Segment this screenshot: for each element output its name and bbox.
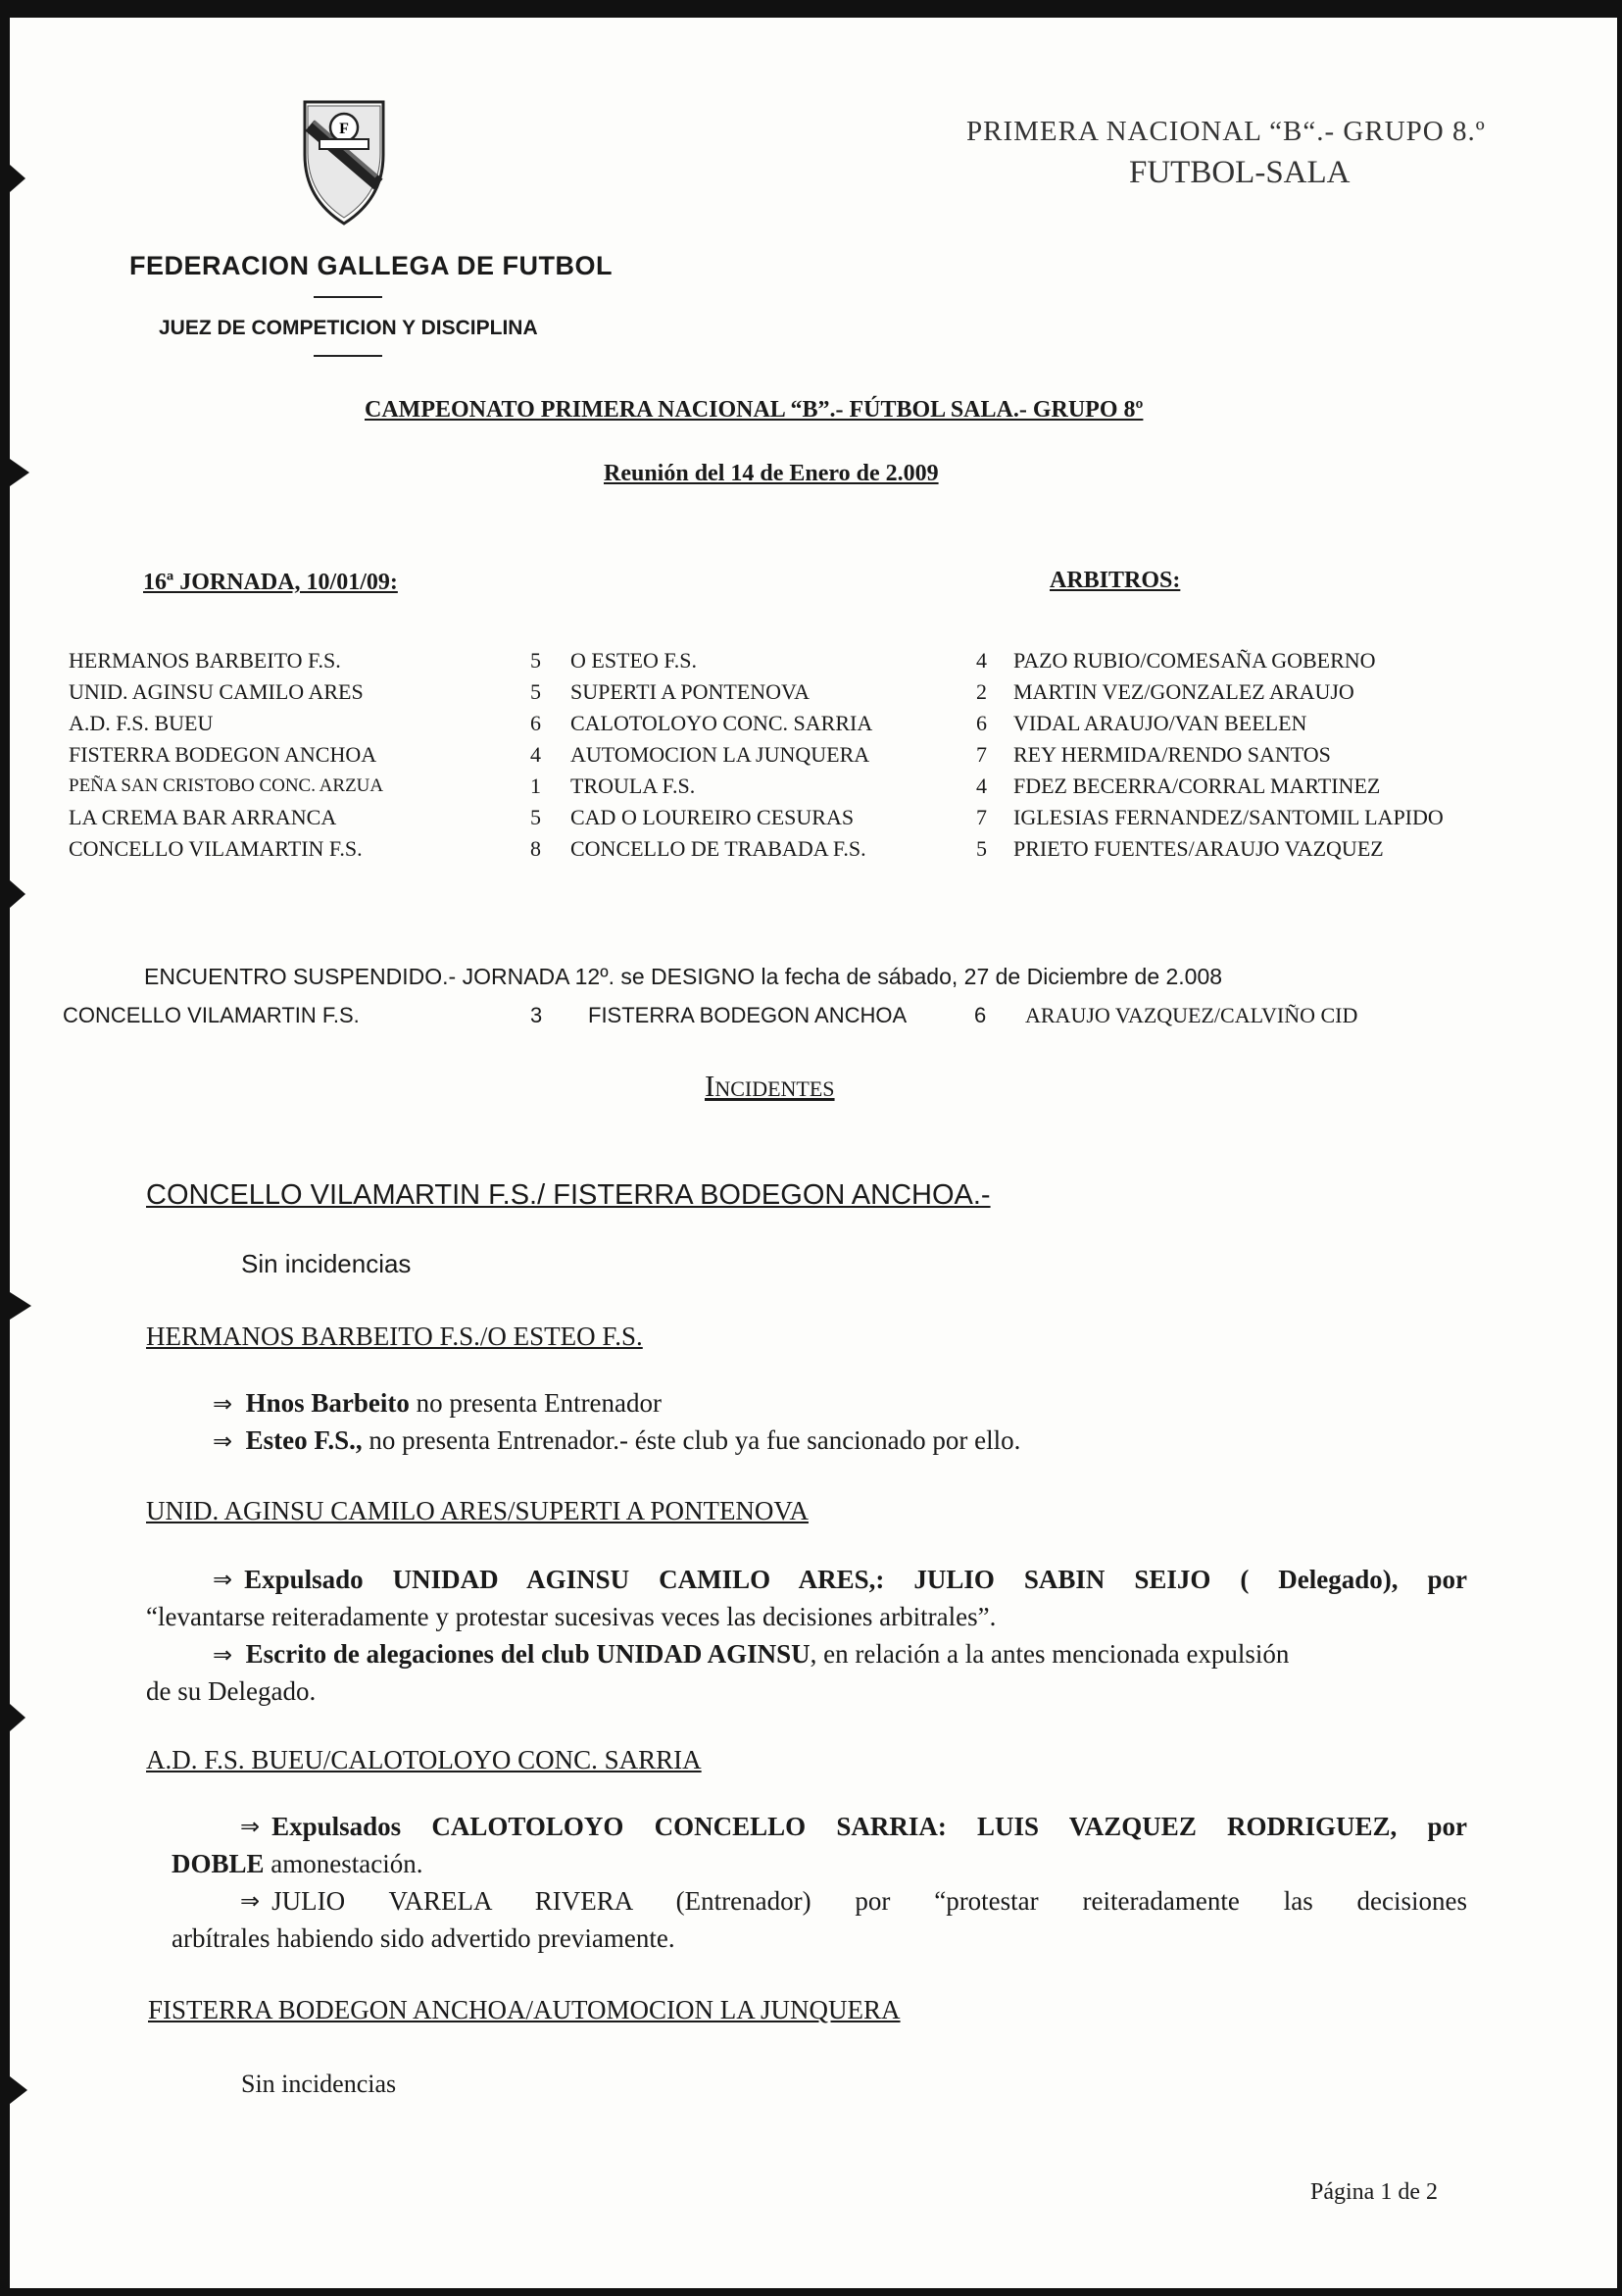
away-score: 2	[976, 679, 987, 704]
away-team: FISTERRA BODEGON ANCHOA	[588, 1003, 908, 1027]
incident-text: Sin incidencias	[241, 2070, 397, 2098]
home-score: 6	[530, 711, 541, 735]
svg-text:F: F	[339, 121, 349, 137]
referees: PAZO RUBIO/COMESAÑA GOBERNO	[1013, 648, 1376, 673]
away-team: O ESTEO F.S.	[570, 648, 698, 673]
incident-section-title: FISTERRA BODEGON ANCHOA/AUTOMOCION LA JUNQUERA	[148, 1995, 901, 2024]
referees: REY HERMIDA/RENDO SANTOS	[1013, 742, 1331, 767]
incident-section-title: A.D. F.S. BUEU/CALOTOLOYO CONC. SARRIA	[146, 1745, 702, 1774]
torn-edge	[10, 459, 29, 486]
away-score: 7	[976, 805, 987, 829]
divider	[314, 296, 382, 298]
incident-item	[240, 1882, 1467, 1920]
arrow-icon: ⇒	[213, 1566, 233, 1593]
incident-text: no presenta Entrenador.- éste club ya fue sancionado por ello.	[362, 1425, 1021, 1455]
incident-text: , en relación a la antes mencionada expulsión	[810, 1639, 1290, 1669]
incident-item	[213, 1635, 1289, 1673]
home-score: 8	[530, 836, 541, 861]
arrow-icon: ⇒	[213, 1427, 233, 1455]
header-line2: FUTBOL-SALA	[1129, 155, 1351, 190]
incident-text: no presenta Entrenador	[409, 1388, 663, 1418]
incident-item	[240, 1808, 1467, 1845]
referees: VIDAL ARAUJO/VAN BEELEN	[1013, 711, 1307, 735]
away-score: 5	[976, 836, 987, 861]
document-page	[10, 18, 1617, 2288]
torn-edge	[10, 2076, 27, 2104]
incident-section-title: CONCELLO VILAMARTIN F.S./ FISTERRA BODEGON ANCHOA.-	[146, 1179, 991, 1211]
away-team: CAD O LOUREIRO CESURAS	[570, 805, 855, 829]
home-team: FISTERRA BODEGON ANCHOA	[69, 742, 377, 767]
incident-text: JULIO VARELA RIVERA (Entrenador) por “protestar reiteradamente las decisiones	[271, 1886, 1467, 1916]
incident-item	[213, 1384, 662, 1423]
incident-text: amonestación.	[264, 1849, 423, 1878]
torn-edge	[10, 1704, 25, 1731]
suspended-match-row	[63, 1003, 1454, 1032]
page-title: CAMPEONATO PRIMERA NACIONAL “B”.- FÚTBOL SALA.- GRUPO 8º	[365, 397, 1144, 423]
incident-bold: Escrito de alegaciones del club UNIDAD AGINSU	[245, 1639, 811, 1669]
home-team: PEÑA SAN CRISTOBO CONC. ARZUA	[69, 775, 384, 796]
home-team: LA CREMA BAR ARRANCA	[69, 805, 337, 829]
incident-quote: “levantarse reiteradamente y protestar sucesivas veces las decisiones arbitrales”.	[146, 1602, 997, 1631]
incident-text: Expulsados CALOTOLOYO CONCELLO SARRIA: LUIS VAZQUEZ RODRIGUEZ, por	[271, 1812, 1467, 1841]
incident-section-title: HERMANOS BARBEITO F.S./O ESTEO F.S.	[146, 1322, 643, 1351]
referees: PRIETO FUENTES/ARAUJO VAZQUEZ	[1013, 836, 1384, 861]
incident-section-title: UNID. AGINSU CAMILO ARES/SUPERTI A PONTENOVA	[146, 1496, 809, 1525]
home-score: 5	[530, 805, 541, 829]
away-team: SUPERTI A PONTENOVA	[570, 679, 810, 704]
incident-item	[213, 1561, 1467, 1598]
incident-text: arbítrales habiendo sido advertido previamente.	[172, 1923, 675, 1953]
incident-text: Expulsado UNIDAD AGINSU CAMILO ARES,: JULIO SABIN SEIJO ( Delegado), por	[244, 1565, 1467, 1594]
page-number: Página 1 de 2	[1310, 2179, 1438, 2205]
referees: MARTIN VEZ/GONZALEZ ARAUJO	[1013, 679, 1354, 704]
arrow-icon: ⇒	[213, 1641, 233, 1669]
away-score: 6	[976, 711, 987, 735]
home-score: 3	[530, 1003, 543, 1027]
home-team: A.D. F.S. BUEU	[69, 711, 214, 735]
incident-text: Sin incidencias	[241, 1249, 412, 1278]
incident-bold: DOBLE	[172, 1849, 265, 1878]
away-team: CALOTOLOYO CONC. SARRIA	[570, 711, 873, 735]
incident-text: de su Delegado.	[146, 1676, 317, 1706]
home-team: UNID. AGINSU CAMILO ARES	[69, 679, 364, 704]
club-name: Hnos Barbeito	[245, 1388, 410, 1418]
referees: IGLESIAS FERNANDEZ/SANTOMIL LAPIDO	[1013, 805, 1444, 829]
suspended-heading: ENCUENTRO SUSPENDIDO.- JORNADA 12º. se DESIGNO la fecha de sábado, 27 de Diciembre de 2.008	[144, 964, 1223, 989]
meeting-date: Reunión del 14 de Enero de 2.009	[604, 461, 939, 486]
home-score: 1	[530, 774, 541, 798]
home-score: 4	[530, 742, 541, 767]
referees: ARAUJO VAZQUEZ/CALVIÑO CID	[1025, 1003, 1358, 1027]
away-score: 4	[976, 648, 987, 673]
organization-name: FEDERACION GALLEGA DE FUTBOL	[129, 251, 613, 280]
incident-item	[172, 1845, 422, 1882]
referees-label: ARBITROS:	[1050, 568, 1181, 593]
club-name: Esteo F.S.,	[245, 1425, 363, 1455]
divider	[314, 355, 382, 357]
home-team: CONCELLO VILAMARTIN F.S.	[69, 836, 363, 861]
away-score: 6	[974, 1003, 987, 1027]
torn-edge	[10, 165, 25, 192]
round-label: 16ª JORNADA, 10/01/09:	[143, 570, 398, 595]
torn-edge	[10, 1292, 31, 1320]
away-team: TROULA F.S.	[570, 774, 696, 798]
federation-crest-icon	[300, 96, 388, 228]
referees: FDEZ BECERRA/CORRAL MARTINEZ	[1013, 774, 1381, 798]
incident-item	[213, 1422, 1020, 1460]
arrow-icon: ⇒	[240, 1813, 261, 1840]
away-score: 7	[976, 742, 987, 767]
arrow-icon: ⇒	[240, 1887, 261, 1915]
home-score: 5	[530, 648, 541, 673]
away-team: CONCELLO DE TRABADA F.S.	[570, 836, 866, 861]
department-name: JUEZ DE COMPETICION Y DISCIPLINA	[159, 317, 538, 339]
incidents-heading: Incidentes	[705, 1069, 835, 1103]
arrow-icon: ⇒	[213, 1390, 233, 1418]
header-line1: PRIMERA NACIONAL “B“.- GRUPO 8.º	[966, 116, 1486, 147]
away-score: 4	[976, 774, 987, 798]
home-team: HERMANOS BARBEITO F.S.	[69, 648, 341, 673]
home-score: 5	[530, 679, 541, 704]
away-team: AUTOMOCION LA JUNQUERA	[570, 742, 870, 767]
home-team: CONCELLO VILAMARTIN F.S.	[63, 1003, 360, 1027]
torn-edge	[10, 880, 25, 908]
